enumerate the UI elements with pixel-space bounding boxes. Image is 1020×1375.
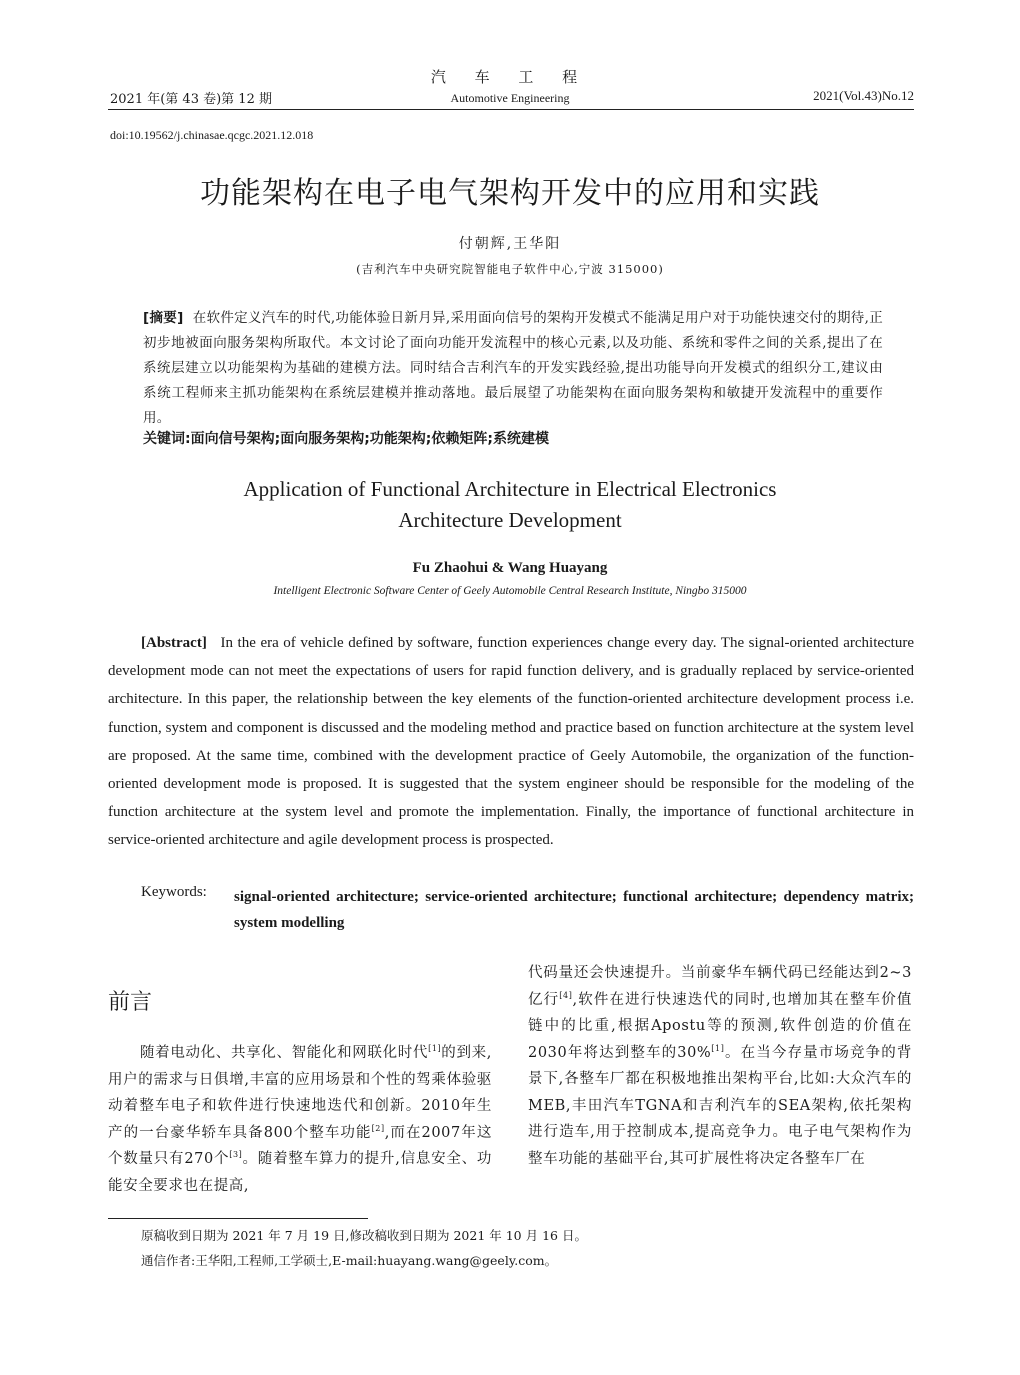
body-left-text-3: ,而在2007年这个数量只有270个 (108, 1124, 492, 1167)
keywords-en-values: signal-oriented architecture; service-oriented architecture; functional architecture; dependency matrix; system modelling (234, 889, 914, 931)
issue-info-en: 2021(Vol.43)No.12 (813, 88, 914, 103)
body-column-right (528, 960, 912, 1172)
paper-title-cn: 功能架构在电子电气架构开发中的应用和实践 (200, 176, 820, 211)
body-left-text-2: 的到来,用户的需求与日俱增,丰富的应用场景和个性的驾乘体验驱动着整车电子和软件进行快速地迭代和创新。2010年生产的一台豪华轿车具备800个整车功能 (108, 1045, 492, 1141)
paper-title-en-line2: Architecture Development (398, 508, 622, 532)
body-right-text-1: 代码量还会快速提升。当前豪华车辆代码已经能达到2~3亿行 (528, 965, 912, 1008)
authors-en: Fu Zhaohui & Wang Huayang (412, 560, 608, 576)
abstract-en-text: In the era of vehicle defined by software, function experiences change every day. The signal-oriented architecture development mode can not meet the expectations of users for rapid function delivery, and is gradually replaced by service-oriented architecture. In this paper, the relationship between the key elements of the function-oriented architecture development process i.e. function, system and component is discussed and the modeling method and practice based on function architecture at the system level are proposed. At the same time, combined with the development practice of Geely Automobile, the organization of the function-oriented development mode is proposed. It is suggested that the system engineer should be responsible for the modeling of the function architecture at the system level and promote the implementation. Finally, the importance of functional architecture in service-oriented architecture and agile development process is prospected. (108, 635, 914, 849)
affiliation-cn: (吉利汽车中央研究院智能电子软件中心,宁波 315000) (356, 262, 664, 276)
journal-name-cn: 汽 车 工 程 (430, 68, 590, 86)
citation-ref: [3] (229, 1150, 243, 1160)
citation-ref: [2] (371, 1123, 385, 1133)
footnote-received-date: 原稿收到日期为 2021 年 7 月 19 日,修改稿收到日期为 2021 年 10 月 16 日。 (141, 1228, 587, 1243)
keywords-cn: 关键词:面向信号架构;面向服务架构;功能架构;依赖矩阵;系统建模 (143, 431, 549, 447)
keywords-en-label: Keywords: (141, 884, 207, 900)
header-divider (108, 109, 914, 110)
citation-ref: [1] (428, 1044, 442, 1054)
doi: doi:10.19562/j.chinasae.qcgc.2021.12.018 (110, 128, 314, 142)
footnote-corresponding-author: 通信作者:王华阳,工程师,工学硕士,E-mail:huayang.wang@geely.com。 (141, 1253, 558, 1268)
body-right-text-2: ,软件在进行快速迭代的同时,也增加其在整车价值链中的比重,根据Apostu等的预测,软件创造的价值在2030年将达到整车的30% (528, 991, 912, 1061)
footnote-divider (108, 1218, 368, 1219)
citation-ref: [1] (711, 1043, 725, 1053)
journal-name-en: Automotive Engineering (450, 91, 570, 105)
issue-info-cn: 2021 年(第 43 卷)第 12 期 (110, 92, 272, 107)
abstract-cn (143, 306, 883, 431)
authors-cn: 付朝辉,王华阳 (458, 236, 562, 252)
paper-title-en-line1: Application of Functional Architecture in Electrical Electronics (243, 477, 777, 501)
section-title-introduction: 前言 (108, 990, 153, 1015)
body-left-text-1: 随着电动化、共享化、智能化和网联化时代 (140, 1045, 429, 1061)
citation-ref: [4] (559, 990, 573, 1000)
body-right-text-3: 。在当今存量市场竞争的背景下,各整车厂都在积极地推出架构平台,比如:大众汽车的MEB,丰田汽车TGNA和吉利汽车的SEA架构,依托架构进行造车,用于控制成本,提高竞争力。电子电气架构作为整车功能的基础平台,其可扩展性将决定各整车厂在 (528, 1044, 912, 1167)
abstract-cn-label: [摘要] (143, 310, 184, 326)
paper-title-en (0, 474, 1020, 536)
abstract-en-label: [Abstract] (141, 635, 207, 651)
body-left-text-4: 。随着整车算力的提升,信息安全、功能安全要求也在提高, (108, 1151, 492, 1194)
body-column-left (108, 1040, 492, 1199)
abstract-en (108, 629, 914, 855)
affiliation-en: Intelligent Electronic Software Center of Geely Automobile Central Research Institute, Ningbo 315000 (273, 585, 747, 597)
abstract-cn-text: 在软件定义汽车的时代,功能体验日新月异,采用面向信号的架构开发模式不能满足用户对于功能快速交付的期待,正初步地被面向服务架构所取代。本文讨论了面向功能开发流程中的核心元素,以及功能、系统和零件之间的关系,提出了在系统层建立以功能架构为基础的建模方法。同时结合吉利汽车的开发实践经验,提出功能导向开发模式的组织分工,建议由系统工程师来主抓功能架构在系统层建模并推动落地。最后展望了功能架构在面向服务架构和敏捷开发流程中的重要作用。 (143, 310, 883, 426)
